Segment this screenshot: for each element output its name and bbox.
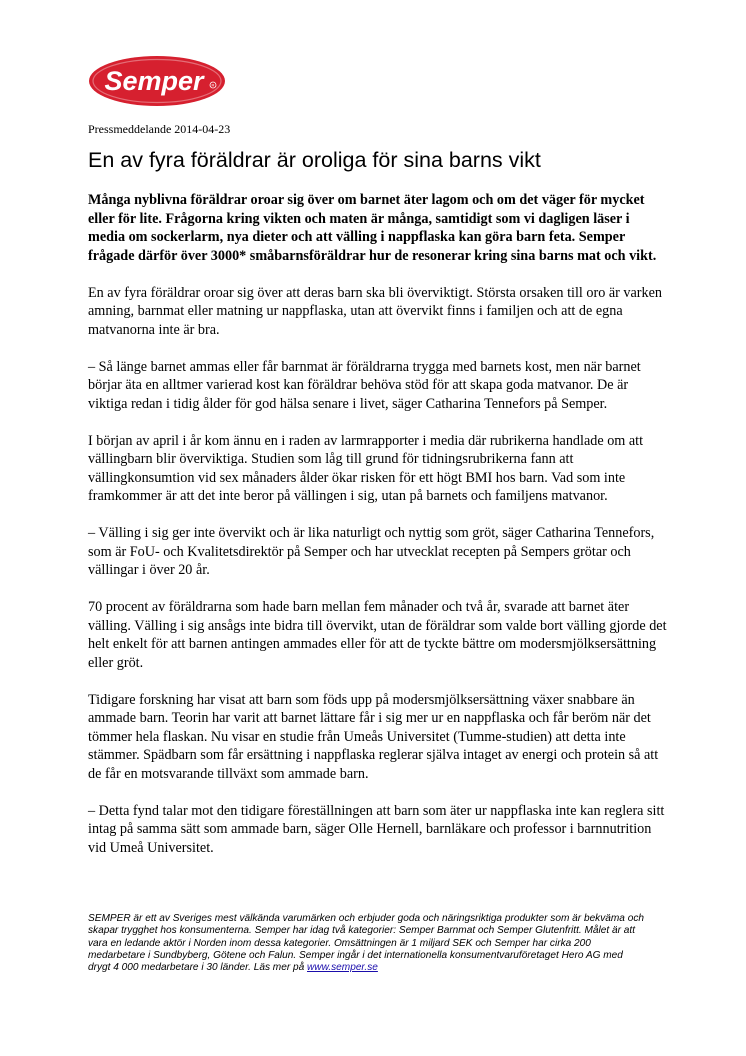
semper-logo bbox=[88, 55, 226, 107]
paragraph-7: – Detta fynd talar mot den tidigare föreställningen att barn som äter ur nappflaska inte kan reglera sitt intag på samma sätt som ammade barn, säger Olle Hernell, barnläkare och professor i barnnutrition vid Umeå Universitet. bbox=[88, 802, 665, 856]
paragraph-3: I början av april i år kom ännu en i raden av larmrapporter i media där rubrikerna handlade om att vällingbarn blir överviktiga. Studien som låg till grund för tidningsrubrikerna fann att vällingkonsumtion vid sex månaders ålder ökar risken för ett högt BMI hos barn. Vad som inte framkommer är att det inte beror på vällingen i sig, utan på barnets och familjens matvanor. bbox=[88, 432, 644, 504]
paragraph-5: 70 procent av föräldrarna som hade barn mellan fem månader och två år, svarade att barnet äter välling. Välling i sig ansågs inte bidra till övervikt, utan de föräldrar som valde bort välling gjorde det helt enkelt för att barnen antingen ammades eller för att de tyckte bättre om modersmjölksersättning eller gröt. bbox=[88, 599, 667, 671]
lead-paragraph: Många nyblivna föräldrar oroar sig över om barnet äter lagom och om det väger för mycket eller för lite. Frågorna kring vikten och maten är många, samtidigt som vi dagligen läser i media om sockerlarm, nya dieter och att välling i nappflaska kan göra barn feta. Semper frågade därför över 3000* småbarnsföräldrar hur de resonerar kring sina barns mat och vikt. bbox=[88, 192, 657, 264]
logo-wordmark: Semper bbox=[104, 66, 204, 96]
page-title: En av fyra föräldrar är oroliga för sina barns vikt bbox=[88, 148, 541, 172]
semper-logo-icon bbox=[88, 55, 226, 107]
paragraph-6: Tidigare forskning har visat att barn som föds upp på modersmjölksersättning växer snabbare än ammade barn. Teorin har varit att barnet lättare får i sig mer ur en nappflaska och får beröm när det tömmer hela flaskan. Nu visar en studie från Umeås Universitet (Tumme-studien) att detta inte stämmer. Spädbarn som får ersättning i nappflaska reglerar själva intaget av energi och protein så att de får en motsvarande tillväxt som ammade barn. bbox=[88, 691, 659, 782]
paragraph-2: – Så länge barnet ammas eller får barnmat är föräldrarna trygga med barnets kost, men när barnet börjar äta en alltmer varierad kost kan föräldrar behöva stöd för att skapa goda matvanor. De är viktiga redan i tidig ålder för god hälsa senare i livet, säger Catharina Tennefors på Semper. bbox=[88, 358, 641, 412]
svg-text:R: R bbox=[211, 82, 215, 88]
release-date: Pressmeddelande 2014-04-23 bbox=[88, 122, 231, 136]
boilerplate-text: SEMPER är ett av Sveriges mest välkända varumärken och erbjuder goda och näringsriktiga produkter som är bekväma och skapar trygghet hos konsumenterna. Semper har idag två kategorier: Semper Barnmat och Semper Glutenfritt. Målet är att vara en ledande aktör i Norden inom dessa kategorier. Omsättningen är 1 miljard SEK och Semper har cirka 200 medarbetare i Sundbyberg, Götene och Falun. Semper ingår i det internationella konsumentvaruföretaget Hero AG med drygt 4 000 medarbetare i 30 länder. Läs mer på bbox=[88, 913, 644, 974]
article-body bbox=[88, 191, 668, 876]
company-boilerplate bbox=[88, 913, 648, 974]
semper-website-link[interactable]: www.semper.se bbox=[307, 962, 378, 974]
paragraph-4: – Välling i sig ger inte övervikt och är lika naturligt och nyttig som gröt, säger Catharina Tennefors, som är FoU- och Kvalitetsdirektör på Semper och har utvecklat recepten på Sempers grötar och vällingar i över 20 år. bbox=[88, 525, 655, 578]
paragraph-1: En av fyra föräldrar oroar sig över att deras barn ska bli överviktigt. Största orsaken till oro är varken amning, barnmat eller matning ur nappflaska, utan att övervikt finns i familjen och att de egna matvanorna inte är bra. bbox=[88, 284, 663, 338]
